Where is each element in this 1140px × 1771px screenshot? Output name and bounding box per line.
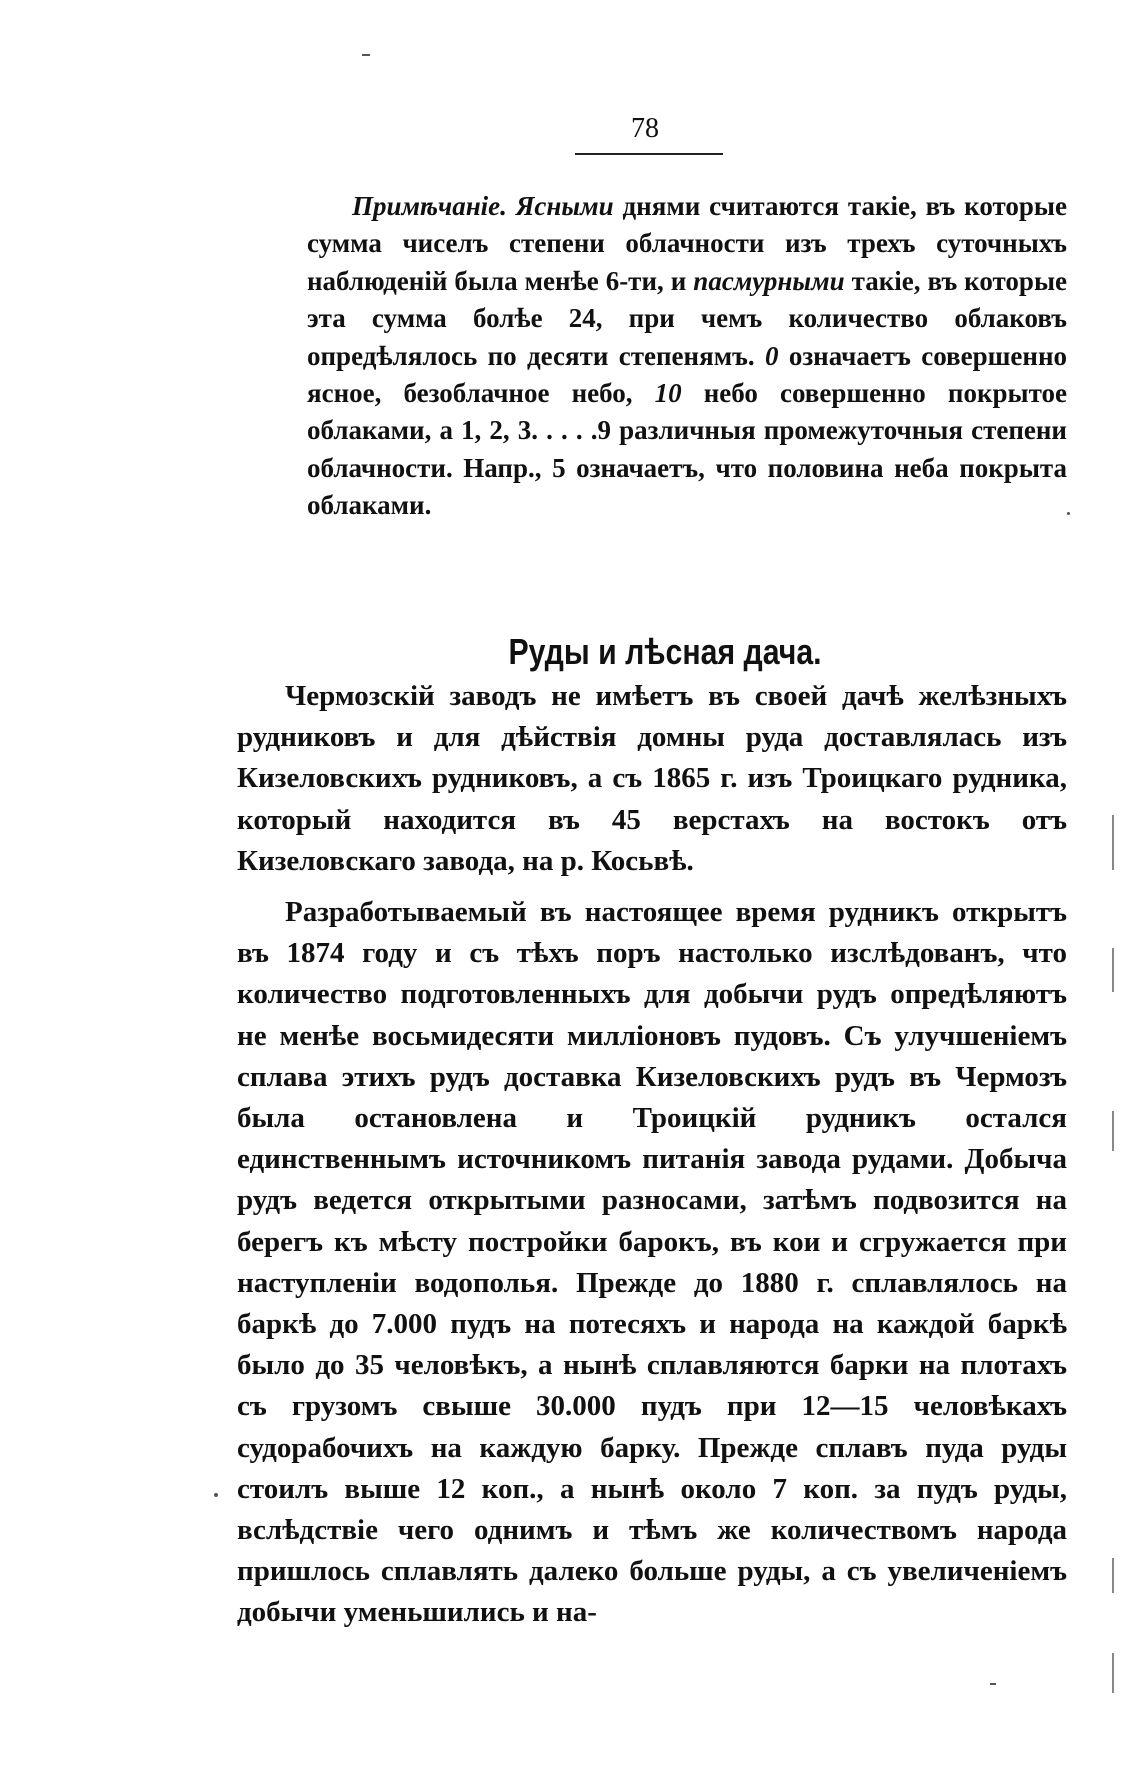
scan-edge-line xyxy=(1112,1111,1114,1151)
footnote-paragraph xyxy=(307,188,1067,525)
scan-edge-line xyxy=(1112,815,1114,870)
body-paragraph: Чермозскій заводъ не имѣетъ въ своей дачѣ желѣзныхъ рудниковъ и для дѣйствія домны руда доставлялась изъ Кизеловскихъ рудниковъ, а съ 1865 г. изъ Троицкаго рудника, который находится въ 45 верстахъ на востокъ отъ Кизеловскаго завода, на р. Косьвѣ. xyxy=(237,680,1067,877)
scan-speck xyxy=(214,1493,218,1497)
footnote-cloudy-term: пасмурными xyxy=(693,265,845,296)
footnote-text-part: небо совершенно покрытое облаками, а 1, 2, 3. . . . .9 различныя промежуточныя степени облачности. Напр., 5 означаетъ, что половина неба покрыта облаками. xyxy=(307,378,1067,521)
footnote-text-part: днями считаются такіе, въ которые сумма чиселъ степени облачности изъ трехъ суточныхъ наблюденій была менѣе 6-ти, и xyxy=(307,191,1067,296)
scan-edge-line xyxy=(1112,1653,1114,1693)
scan-speck xyxy=(1067,512,1070,515)
scan-edge-line xyxy=(1112,1558,1114,1593)
body-text xyxy=(237,676,1067,1644)
page-number-rule xyxy=(575,153,723,155)
scan-speck xyxy=(362,54,370,56)
footnote-text-part: означаетъ совершенно ясное, безоблачное небо, xyxy=(307,340,1068,409)
footnote-label: Примѣчаніе. xyxy=(352,191,507,221)
footnote-text-part: такіе, въ которые эта сумма болѣе 24, при чемъ количество облаковъ опредѣлялось по десяти степенямъ. xyxy=(307,265,1068,371)
footnote-clear-term: Ясными xyxy=(515,191,614,221)
footnote-zero-value: 0 xyxy=(764,340,779,371)
footnote-block xyxy=(307,188,1067,525)
scan-edge-line xyxy=(1112,948,1114,992)
footnote-ten-value: 10 xyxy=(654,378,682,409)
body-paragraph: Разработываемый въ настоящее время рудникъ открытъ въ 1874 году и съ тѣхъ поръ настолько изслѣдованъ, что количество подготовленныхъ для добычи рудъ опредѣляютъ не менѣе восьмидесяти милліоновъ пудовъ. Съ улучшеніемъ сплава этихъ рудъ доставка Кизеловскихъ рудъ въ Чермозъ была остановлена и Троицкій рудникъ остался единственнымъ источникомъ питанія завода рудами. Добыча рудъ ведется открытыми разносами, затѣмъ подвозится на берегъ къ мѣсту постройки барокъ, въ кои и сгружается при наступленіи водополья. Прежде до 1880 г. сплавлялось на баркѣ до 7.000 пудъ на потесяхъ и народа на каждой баркѣ было до 35 человѣкъ, а нынѣ сплавляются барки на плотахъ съ грузомъ свыше 30.000 пудъ при 12—15 человѣкахъ судорабочихъ на каждую барку. Прежде сплавъ пуда руды стоилъ выше 12 коп., а нынѣ около 7 коп. за пудъ руды, вслѣдствіе чего однимъ и тѣмъ же количествомъ народа пришлось сплавлять далеко больше руды, а съ увеличеніемъ добычи уменьшились и на- xyxy=(237,896,1067,1629)
section-heading: Руды и лѣсная дача. xyxy=(508,630,822,672)
page-number: 78 xyxy=(631,113,659,144)
scan-speck xyxy=(990,1683,996,1685)
